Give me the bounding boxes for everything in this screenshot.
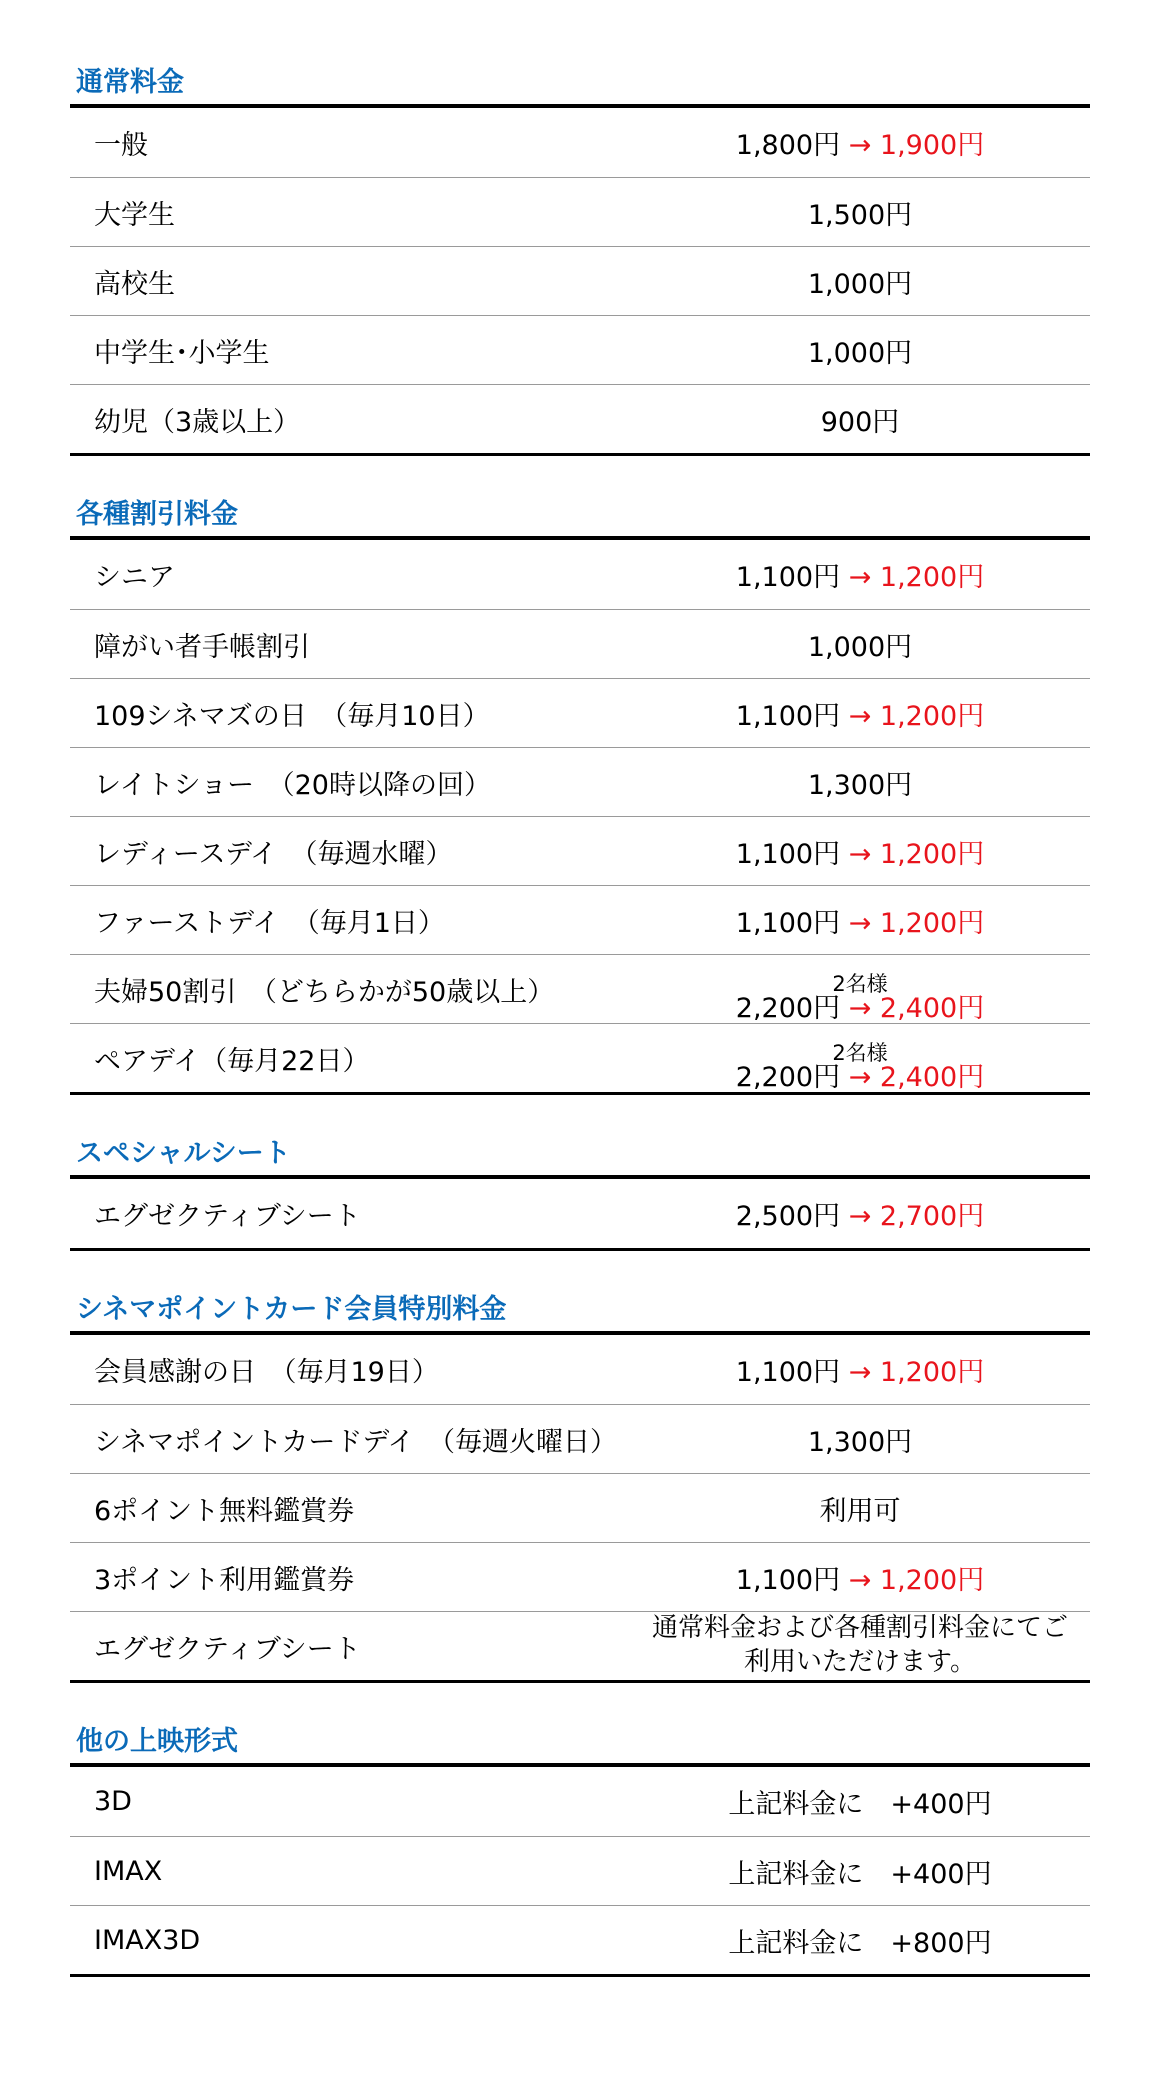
section-title: スペシャルシート (76, 1138, 291, 1169)
price-cell: 上記料金に +800円 (728, 1927, 992, 1959)
price-cell (630, 1194, 1090, 1233)
ticket-type-label: レイトショー （20時以降の回） (94, 769, 491, 801)
table-row (70, 1767, 1090, 1836)
price-table (70, 1175, 1090, 1251)
section-title: シネマポイントカード会員特別料金 (76, 1294, 507, 1325)
price-cell (630, 955, 1090, 1023)
price-cell: 1,300円 (807, 1426, 913, 1458)
price-change (630, 832, 1090, 871)
table-row (70, 246, 1090, 315)
ticket-type-label: エグゼクティブシート (94, 1633, 361, 1665)
price-cell (630, 694, 1090, 733)
table-row (70, 1179, 1090, 1248)
table-row (70, 315, 1090, 384)
table-row (70, 1611, 1090, 1680)
price-table (70, 1331, 1090, 1683)
price-change (630, 694, 1090, 733)
ticket-type-label: 中学生･小学生 (94, 337, 270, 369)
old-price: 1,800円 (735, 130, 841, 161)
table-row (70, 108, 1090, 177)
table-row (70, 540, 1090, 609)
table-row (70, 747, 1090, 816)
price-section (70, 1721, 1090, 1977)
price-change (630, 1061, 1090, 1093)
ticket-type-label: シネマポイントカードデイ （毎週火曜日） (94, 1426, 617, 1458)
table-row (70, 609, 1090, 678)
ticket-type-label: 障がい者手帳割引 (94, 631, 310, 663)
ticket-type-label: レディースデイ （毎週水曜） (94, 838, 453, 870)
price-cell (630, 901, 1090, 940)
table-row (70, 885, 1090, 954)
ticket-type-label: 一般 (94, 130, 148, 161)
section-title: 他の上映形式 (76, 1726, 238, 1757)
table-row (70, 1473, 1090, 1542)
ticket-type-label: 大学生 (94, 199, 175, 231)
table-row (70, 177, 1090, 246)
price-change (630, 992, 1090, 1024)
price-cell: 上記料金に +400円 (728, 1858, 992, 1890)
price-cell: 利用可 (819, 1495, 901, 1527)
new-price: → 1,200円 (848, 562, 985, 593)
new-price: → 1,200円 (848, 907, 985, 939)
price-cell (630, 832, 1090, 871)
ticket-type-label: 夫婦50割引 （どちらかが50歳以上） (94, 976, 555, 1008)
new-price: → 1,200円 (848, 838, 985, 870)
new-price: → 2,400円 (848, 1061, 985, 1093)
price-section (70, 1133, 1090, 1251)
price-cell: 通常料金および各種割引料金にてご利用いただけます。 (651, 1613, 1068, 1677)
price-cell: 1,000円 (807, 631, 913, 663)
ticket-type-label: ペアデイ（毎月22日） (94, 1045, 370, 1077)
table-row (70, 678, 1090, 747)
old-price: 2,200円 (735, 1061, 841, 1093)
price-change (630, 1350, 1090, 1389)
price-note: 2名様 (832, 971, 888, 996)
table-row (70, 1905, 1090, 1974)
old-price: 1,100円 (735, 1357, 841, 1388)
ticket-type-label: 6ポイント無料鑑賞券 (94, 1495, 355, 1527)
section-title: 通常料金 (76, 67, 184, 98)
table-row (70, 384, 1090, 453)
ticket-type-label: 高校生 (94, 268, 175, 300)
price-cell (630, 1558, 1090, 1597)
price-cell: 1,000円 (807, 268, 913, 300)
price-change (630, 1194, 1090, 1233)
price-section (70, 494, 1090, 1095)
new-price: → 2,400円 (848, 992, 985, 1024)
ticket-type-label: エグゼクティブシート (94, 1201, 361, 1232)
old-price: 1,100円 (735, 700, 841, 732)
price-change (630, 901, 1090, 940)
price-section (70, 1289, 1090, 1683)
ticket-type-label: 109シネマズの日 （毎月10日） (94, 700, 490, 732)
ticket-type-label: 幼児（3歳以上） (94, 406, 301, 438)
section-title: 各種割引料金 (76, 499, 238, 530)
new-price: → 1,200円 (848, 1564, 985, 1596)
old-price: 2,500円 (735, 1201, 841, 1232)
price-cell: 900円 (820, 406, 900, 438)
price-table (70, 104, 1090, 456)
price-change (630, 123, 1090, 162)
price-table (70, 1763, 1090, 1977)
new-price: → 1,900円 (848, 130, 985, 161)
price-section (70, 62, 1090, 456)
price-cell (630, 1350, 1090, 1389)
table-row (70, 1404, 1090, 1473)
price-cell: 1,500円 (807, 199, 913, 231)
price-cell: 上記料金に +400円 (728, 1789, 992, 1820)
price-cell (630, 1024, 1090, 1092)
ticket-type-label: 会員感謝の日 （毎月19日） (94, 1357, 439, 1388)
table-row (70, 816, 1090, 885)
old-price: 1,100円 (735, 907, 841, 939)
price-change (630, 1558, 1090, 1597)
price-list (70, 62, 1090, 2015)
ticket-type-label: 3D (94, 1786, 132, 1817)
price-cell (630, 555, 1090, 594)
table-row (70, 1335, 1090, 1404)
price-cell (630, 123, 1090, 162)
old-price: 1,100円 (735, 838, 841, 870)
new-price: → 1,200円 (848, 1357, 985, 1388)
new-price: → 2,700円 (848, 1201, 985, 1232)
price-note: 2名様 (832, 1040, 888, 1065)
table-row (70, 1836, 1090, 1905)
table-row (70, 1023, 1090, 1092)
ticket-type-label: ファーストデイ （毎月1日） (94, 907, 445, 939)
old-price: 2,200円 (735, 992, 841, 1024)
price-cell: 1,000円 (807, 337, 913, 369)
old-price: 1,100円 (735, 562, 841, 593)
ticket-type-label: IMAX (94, 1855, 163, 1887)
price-change (630, 555, 1090, 594)
table-row (70, 954, 1090, 1023)
old-price: 1,100円 (735, 1564, 841, 1596)
new-price: → 1,200円 (848, 700, 985, 732)
ticket-type-label: IMAX3D (94, 1924, 201, 1956)
table-row (70, 1542, 1090, 1611)
price-cell: 1,300円 (807, 769, 913, 801)
ticket-type-label: 3ポイント利用鑑賞券 (94, 1564, 355, 1596)
ticket-type-label: シニア (94, 562, 175, 593)
price-table (70, 536, 1090, 1095)
